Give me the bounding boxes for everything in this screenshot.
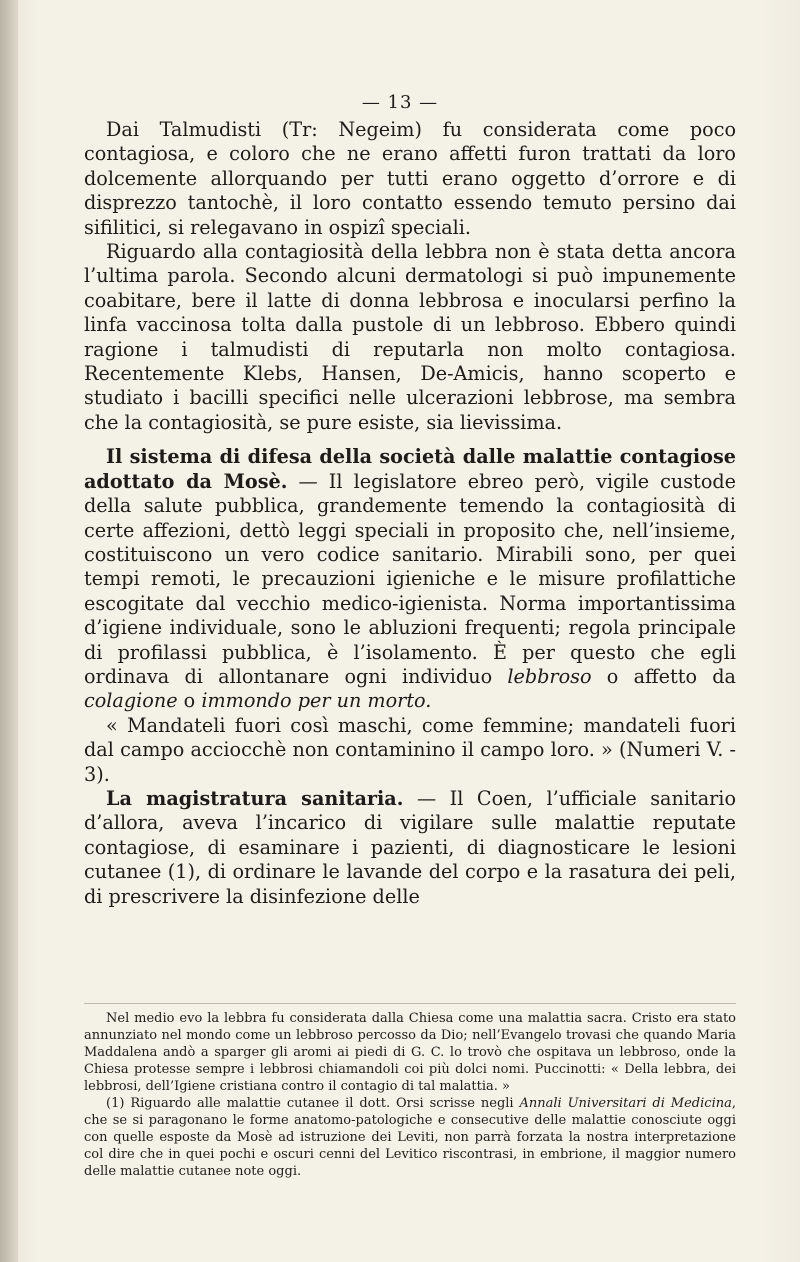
paragraph-contagiosita: Riguardo alla contagiosità della lebbra non è stata detta ancora l’ultima parola. Secondo alcuni dermatologi si può impunemente coabitare, bere il latte di donna lebbrosa e inocularsi perfino la linfa vaccinosa tolta dalla pustole di un lebbroso. Ebbero quindi ragione i talmudisti di reputarla non molto contagiosa. Recentemente Klebs, Hansen, De-Amicis, hanno scoperto e studiato i bacilli specifici nelle ulcerazioni lebbrose, ma sembra che la contagiosità, se pure esiste, sia lievissima.	[84, 240, 736, 434]
paragraph-text: o affetto da	[591, 664, 736, 688]
paragraph-text: o	[177, 689, 202, 713]
footnotes	[84, 1010, 736, 1180]
paragraph-text: — Il Coen, l’ufficiale sanitario d’allora, aveva l’incarico di vigilare sulle malattie reputate contagiose, di esaminare i pazienti, di diagnosticare le lesioni cutanee (1), di ordinare le lavande del corpo e la rasatura dei peli, di prescrivere la disinfezione delle	[84, 786, 736, 908]
footnote-text: , che se si paragonano le forme anatomo-patologiche e consecutive delle malattie conosciute oggi con quelle esposte da Mosè ad istruzione dei Leviti, non parrà forzata la nostra interpretazione col dire che in quei pochi e oscuri cenni del Levitico riscontrasi, in embrione, il maggior numero delle malattie cutanee note oggi.	[84, 1096, 736, 1179]
italic-term: lebbroso	[507, 664, 592, 688]
main-text	[84, 118, 736, 909]
page-binding-edge	[0, 0, 18, 1262]
footnote-journal-title: Annali Universitari di Medicina	[519, 1096, 732, 1111]
section-heading-sistema-difesa: Il sistema di difesa della società dalle malattie contagiose adottato da Mosè.	[84, 445, 736, 493]
italic-term: colagione	[84, 689, 178, 713]
footnote-divider	[84, 1003, 736, 1004]
paragraph-talmudisti: Dai Talmudisti (Tr: Negeim) fu considerata come poco contagiosa, e coloro che ne erano affetti furon trattati da loro dolcemente allorquando per tutti erano oggetto d’orrore e di disprezzo tantochè, il loro contatto essendo temuto persino dai sifilitici, si relegavano in ospizî speciali.	[84, 118, 736, 239]
paragraph-quotation: « Mandateli fuori così maschi, come femmine; mandateli fuori dal campo acciocchè non contaminino il campo loro. » (Numeri V. - 3).	[84, 713, 736, 786]
footnote-text: (1) Riguardo alle malattie cutanee il dott. Orsi scrisse negli	[106, 1096, 520, 1111]
paragraph-magistratura	[84, 787, 736, 909]
italic-term: immondo per un morto.	[201, 689, 432, 713]
section-heading-magistratura: La magistratura sanitaria.	[106, 786, 404, 810]
paragraph-sistema-difesa	[84, 445, 736, 713]
page-number: — 13 —	[361, 92, 439, 113]
footnote-1	[84, 1095, 736, 1180]
footnote-chiesa: Nel medio evo la lebbra fu considerata dalla Chiesa come una malattia sacra. Cristo era stato annunziato nel mondo come un lebbroso percosso da Dio; nell’Evangelo trovasi che quando Maria Maddalena andò a sparger gli aromi ai piedi di G. C. lo trovò che ospitava un lebbroso, onde la Chiesa protesse sempre i lebbrosi chiamandoli coi più dolci nomi. Puccinotti: « Della lebbra, dei lebbrosi, dell’Igiene cristiana contro il contagio di tal malattia. »	[84, 1011, 736, 1094]
paragraph-text: — Il legislatore ebreo però, vigile custode della salute pubblica, grandemente temendo la contagiosità di certe affezioni, dettò leggi speciali in proposito che, nell’insieme, costituiscono un vero codice sanitario. Mirabili sono, per quei tempi remoti, le precauzioni igieniche e le misure profilattiche escogitate dal vecchio medico-igienista. Norma importantissima d’igiene individuale, sono le abluzioni frequenti; regola principale di profilassi pubblica, è l’isolamento. È per questo che egli ordinava di allontanare ogni individuo	[84, 469, 737, 688]
